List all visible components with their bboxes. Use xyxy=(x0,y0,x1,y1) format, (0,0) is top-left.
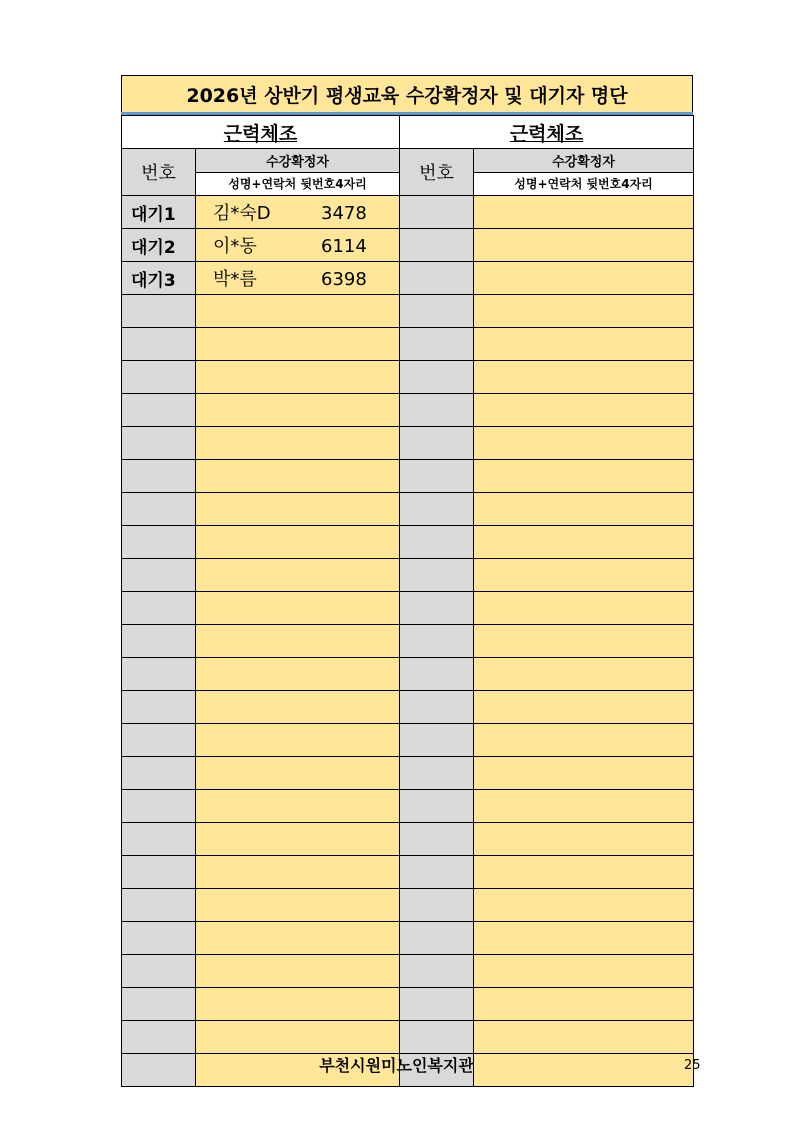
participant-cell xyxy=(196,823,400,856)
table-row xyxy=(122,823,694,856)
table-row xyxy=(122,955,694,988)
table-row xyxy=(122,328,694,361)
roster-table xyxy=(121,115,694,1087)
row-number-cell xyxy=(400,262,474,295)
participant-cell xyxy=(196,658,400,691)
participant-cell xyxy=(196,955,400,988)
row-number-cell xyxy=(400,361,474,394)
participant-cell xyxy=(196,592,400,625)
participant-cell xyxy=(196,427,400,460)
row-number-cell xyxy=(122,427,196,460)
page-number: 25 xyxy=(684,1058,701,1073)
row-number-cell xyxy=(122,724,196,757)
participant-cell xyxy=(196,856,400,889)
row-number-cell xyxy=(122,493,196,526)
row-number-cell xyxy=(122,955,196,988)
row-number-cell xyxy=(122,526,196,559)
participant-cell xyxy=(474,394,694,427)
row-number-cell xyxy=(400,592,474,625)
table-row xyxy=(122,922,694,955)
table-row xyxy=(122,229,694,262)
row-number-cell xyxy=(400,559,474,592)
organization-name: 부천시원미노인복지관 xyxy=(319,1056,474,1075)
participant-cell xyxy=(196,922,400,955)
participant-phone-digits: 6398 xyxy=(321,269,367,290)
participant-cell xyxy=(196,757,400,790)
participant-cell xyxy=(196,493,400,526)
participant-cell xyxy=(196,196,400,229)
confirmed-subheader-right: 성명+연락처 뒷번호4자리 xyxy=(474,172,694,196)
participant-cell xyxy=(196,394,400,427)
row-number-cell xyxy=(122,460,196,493)
row-number-cell xyxy=(122,394,196,427)
participant-cell xyxy=(474,196,694,229)
row-number-cell xyxy=(122,592,196,625)
participant-cell xyxy=(474,328,694,361)
table-row xyxy=(122,361,694,394)
participant-cell xyxy=(196,229,400,262)
row-number-cell xyxy=(400,229,474,262)
row-number-cell xyxy=(122,988,196,1021)
table-row xyxy=(122,625,694,658)
participant-name: 김*숙D xyxy=(213,203,271,224)
table-row xyxy=(122,658,694,691)
row-number-cell xyxy=(400,427,474,460)
participant-cell xyxy=(474,625,694,658)
row-number-cell: 대기3 xyxy=(122,262,196,295)
confirmed-header-right: 수강확정자 xyxy=(474,149,694,173)
row-number-cell xyxy=(122,328,196,361)
participant-cell xyxy=(196,889,400,922)
table-row xyxy=(122,790,694,823)
participant-cell xyxy=(474,823,694,856)
row-number-cell xyxy=(400,922,474,955)
table-row xyxy=(122,889,694,922)
table-row xyxy=(122,526,694,559)
participant-cell xyxy=(474,658,694,691)
participant-cell xyxy=(474,790,694,823)
row-number-cell xyxy=(400,988,474,1021)
table-row xyxy=(122,559,694,592)
row-number-cell xyxy=(122,790,196,823)
row-number-cell xyxy=(400,493,474,526)
table-row xyxy=(122,724,694,757)
participant-cell xyxy=(474,295,694,328)
row-number-cell xyxy=(122,658,196,691)
table-row xyxy=(122,262,694,295)
table-row xyxy=(122,460,694,493)
participant-cell xyxy=(474,955,694,988)
participant-cell xyxy=(474,988,694,1021)
participant-name: 박*름 xyxy=(213,269,257,290)
participant-cell xyxy=(196,328,400,361)
row-number-cell xyxy=(400,460,474,493)
row-number-cell xyxy=(122,922,196,955)
participant-cell xyxy=(474,757,694,790)
participant-cell xyxy=(474,1021,694,1054)
table-row xyxy=(122,1021,694,1054)
participant-phone-digits: 3478 xyxy=(321,203,367,224)
participant-phone-digits: 6114 xyxy=(321,236,367,257)
participant-cell xyxy=(474,592,694,625)
participant-cell xyxy=(196,361,400,394)
row-number-cell xyxy=(400,757,474,790)
number-header-left: 번호 xyxy=(122,149,196,196)
row-number-cell xyxy=(122,559,196,592)
participant-cell xyxy=(196,691,400,724)
number-header-right: 번호 xyxy=(400,149,474,196)
row-number-cell xyxy=(400,394,474,427)
table-row xyxy=(122,295,694,328)
table-row xyxy=(122,493,694,526)
row-number-cell xyxy=(122,361,196,394)
row-number-cell xyxy=(400,328,474,361)
row-number-cell xyxy=(122,691,196,724)
row-number-cell xyxy=(400,526,474,559)
participant-cell xyxy=(474,856,694,889)
row-number-cell xyxy=(400,790,474,823)
participant-cell xyxy=(196,1021,400,1054)
row-number-cell xyxy=(400,856,474,889)
participant-cell xyxy=(474,427,694,460)
table-row xyxy=(122,592,694,625)
table-row xyxy=(122,856,694,889)
participant-cell xyxy=(196,295,400,328)
row-number-cell xyxy=(122,757,196,790)
row-number-cell xyxy=(400,691,474,724)
row-number-cell xyxy=(400,196,474,229)
participant-cell xyxy=(474,691,694,724)
row-number-cell xyxy=(400,295,474,328)
participant-cell xyxy=(474,889,694,922)
participant-cell xyxy=(474,361,694,394)
table-row xyxy=(122,394,694,427)
row-number-cell xyxy=(400,724,474,757)
group-title-left: 근력체조 xyxy=(122,116,400,149)
confirmed-subheader-left: 성명+연락처 뒷번호4자리 xyxy=(196,172,400,196)
participant-cell xyxy=(474,460,694,493)
table-row xyxy=(122,427,694,460)
document-title: 2026년 상반기 평생교육 수강확정자 및 대기자 명단 xyxy=(121,75,693,112)
participant-cell xyxy=(474,262,694,295)
participant-cell xyxy=(196,262,400,295)
row-number-cell xyxy=(400,625,474,658)
participant-cell xyxy=(196,526,400,559)
row-number-cell xyxy=(122,625,196,658)
participant-cell xyxy=(474,922,694,955)
participant-cell xyxy=(196,625,400,658)
row-number-cell xyxy=(400,658,474,691)
row-number-cell xyxy=(122,889,196,922)
participant-cell xyxy=(474,493,694,526)
participant-cell xyxy=(196,790,400,823)
participant-name: 이*동 xyxy=(213,236,257,257)
table-row xyxy=(122,988,694,1021)
row-number-cell xyxy=(400,889,474,922)
row-number-cell: 대기2 xyxy=(122,229,196,262)
participant-cell xyxy=(474,526,694,559)
row-number-cell xyxy=(122,295,196,328)
confirmed-header-left: 수강확정자 xyxy=(196,149,400,173)
participant-cell xyxy=(196,559,400,592)
participant-cell xyxy=(196,460,400,493)
group-title-right: 근력체조 xyxy=(400,116,694,149)
participant-cell xyxy=(474,724,694,757)
row-number-cell xyxy=(400,1021,474,1054)
row-number-cell xyxy=(400,955,474,988)
participant-cell xyxy=(474,559,694,592)
row-number-cell: 대기1 xyxy=(122,196,196,229)
table-row xyxy=(122,691,694,724)
row-number-cell xyxy=(122,856,196,889)
participant-cell xyxy=(196,724,400,757)
table-row xyxy=(122,757,694,790)
row-number-cell xyxy=(122,1021,196,1054)
participant-cell xyxy=(474,229,694,262)
row-number-cell xyxy=(122,823,196,856)
row-number-cell xyxy=(400,823,474,856)
participant-cell xyxy=(196,988,400,1021)
table-row xyxy=(122,196,694,229)
